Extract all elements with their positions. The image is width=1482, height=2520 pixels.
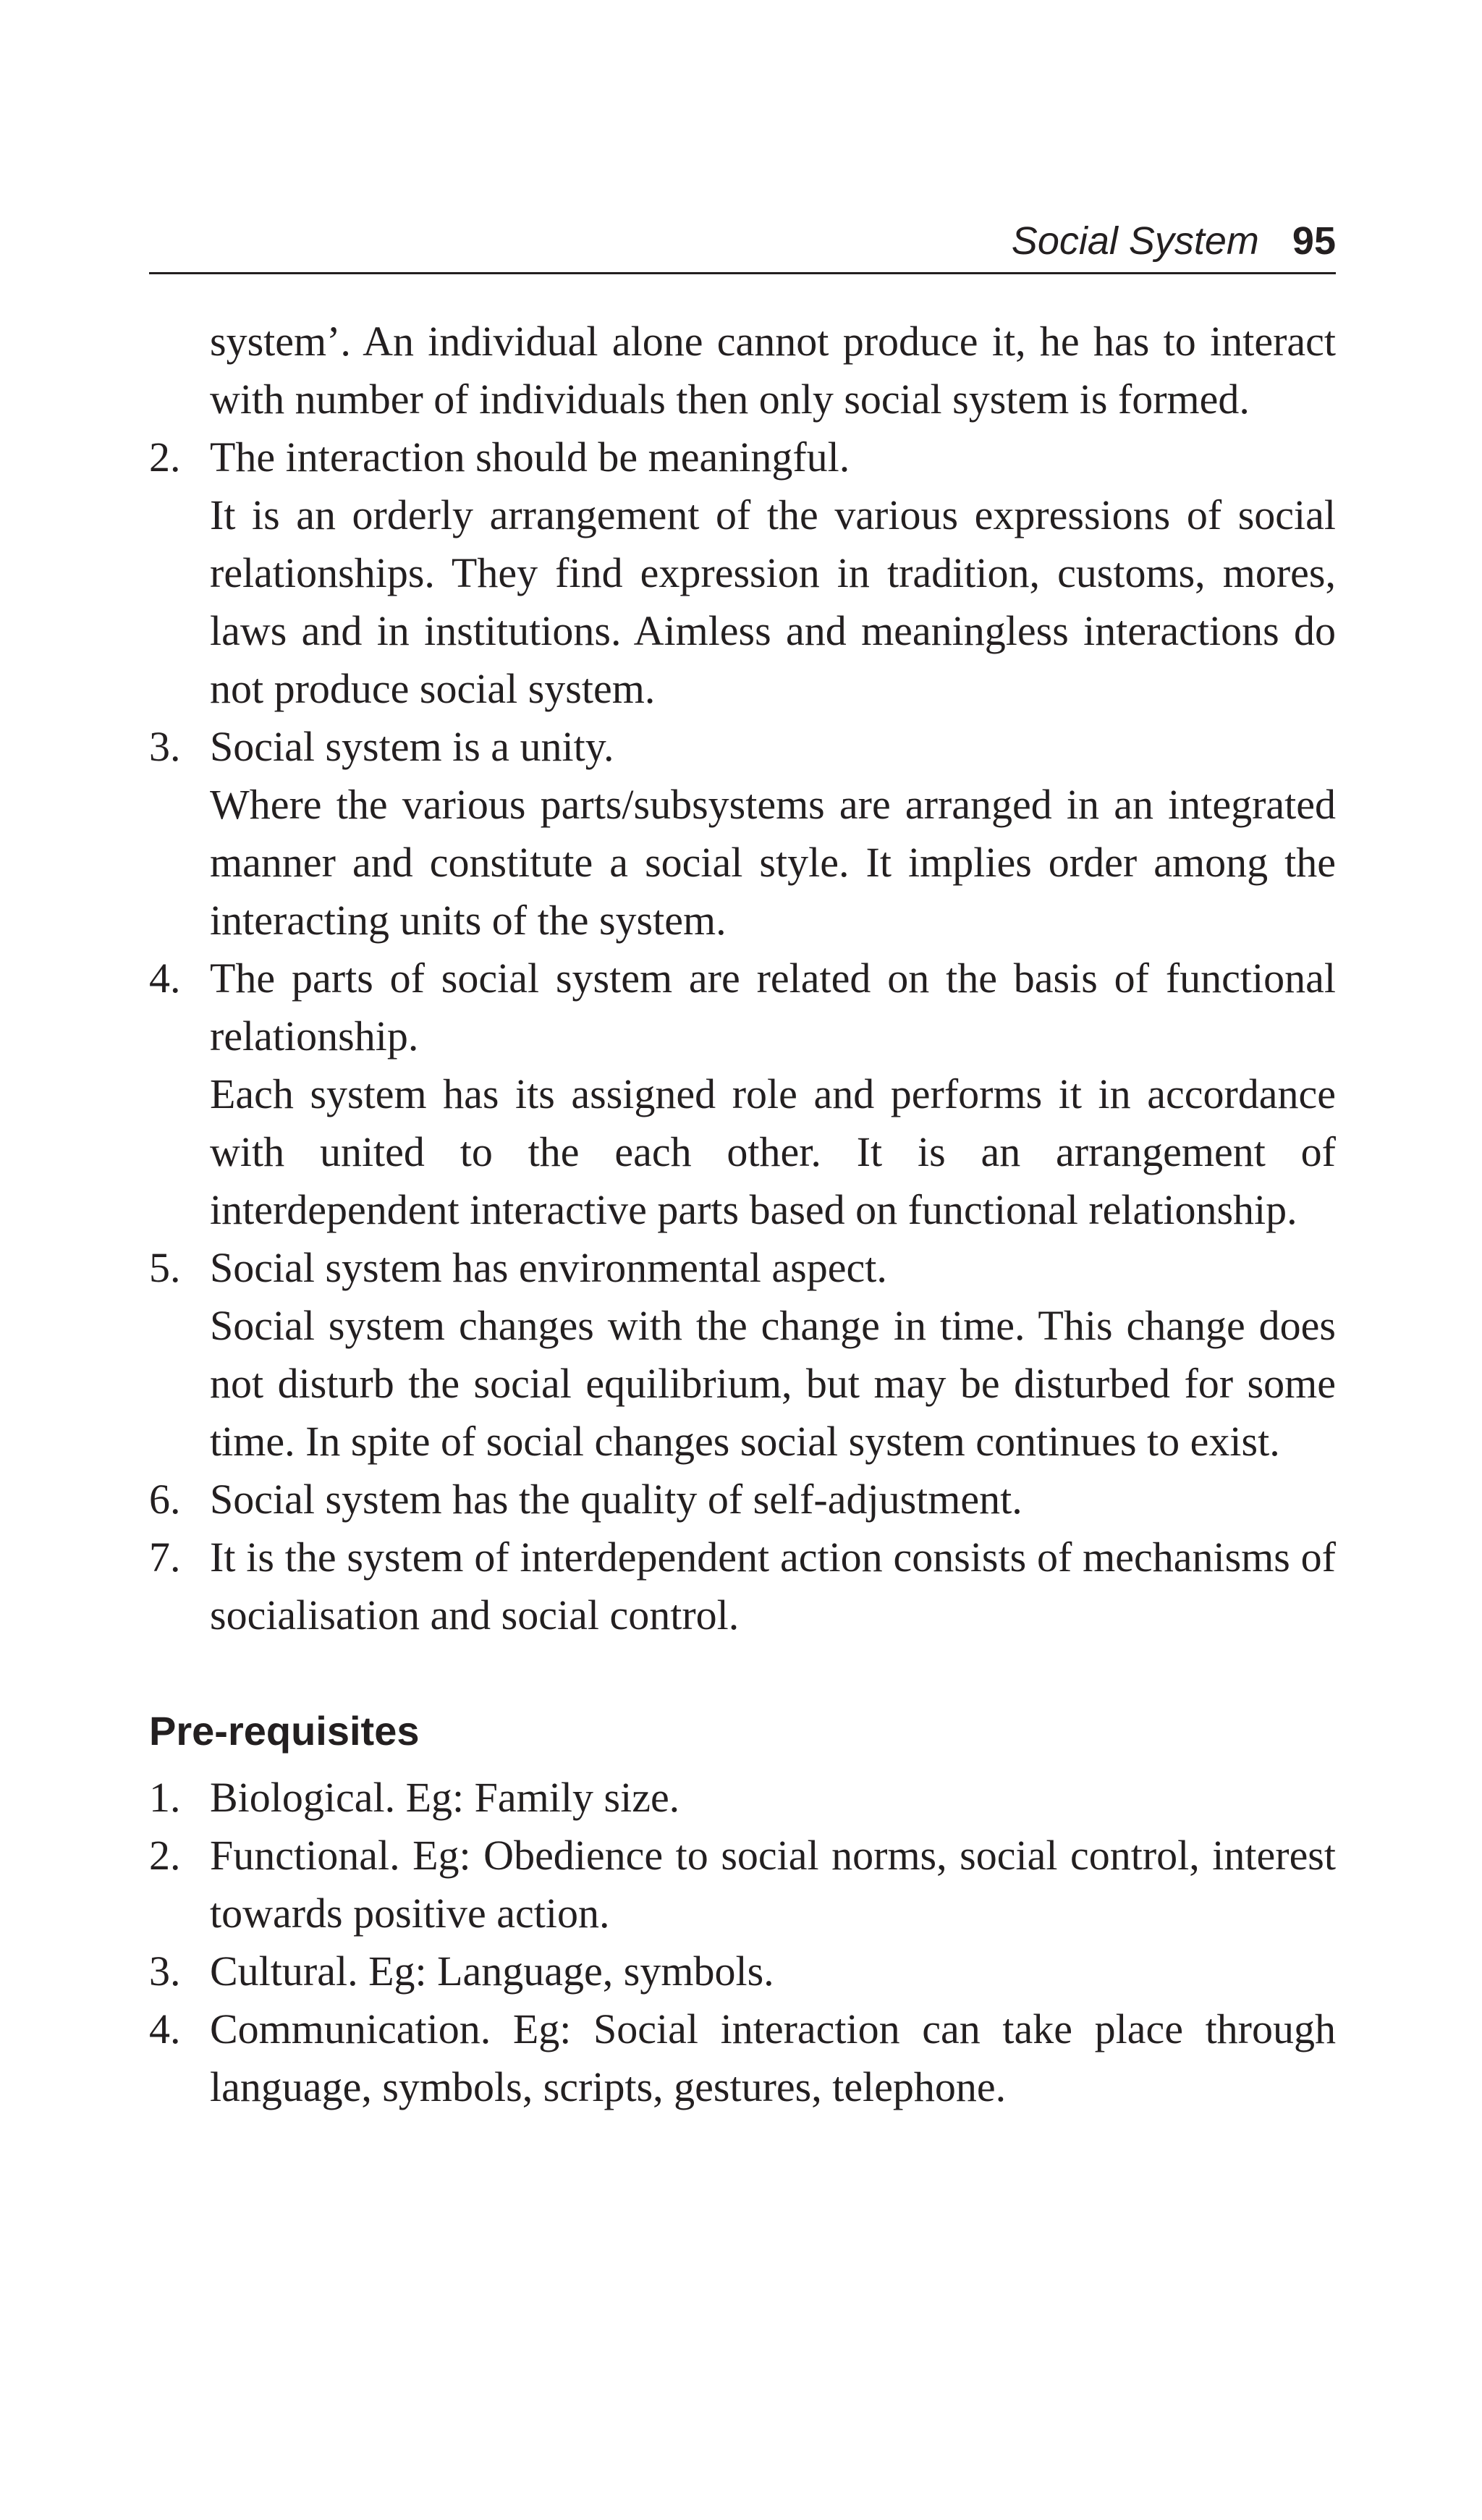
list-item bbox=[149, 2000, 1336, 2116]
item-description: It is an orderly arrangement of the various expressions of social relationships. They find expression in tradition, customs, mores, laws and in institutions. Aimless and meaningless interactions do not produce social system. bbox=[210, 491, 1336, 712]
item-number: 6. bbox=[149, 1476, 181, 1523]
item-description: Each system has its assigned role and performs it in accordance with united to the each other. It is an arrangement of interdependent interactive parts based on functional relationship. bbox=[210, 1070, 1336, 1233]
item-number: 3. bbox=[149, 723, 181, 770]
item-number: 1. bbox=[149, 1774, 181, 1821]
characteristics-list bbox=[149, 428, 1336, 1644]
item-text: Functional. Eg: Obedience to social norms, social control, interest towards positive action. bbox=[210, 1832, 1336, 1937]
page-body bbox=[149, 313, 1336, 2116]
list-item bbox=[149, 1942, 1336, 2000]
item-number: 2. bbox=[149, 1832, 181, 1879]
running-header bbox=[1012, 221, 1336, 261]
item-title: It is the system of interdependent action consists of mechanisms of socialisation and social control. bbox=[210, 1534, 1336, 1639]
item-description: Social system changes with the change in time. This change does not disturb the social equilibrium, but may be disturbed for some time. In spite of social changes social system continues to exist. bbox=[210, 1302, 1336, 1465]
list-item bbox=[149, 428, 1336, 718]
item-number: 5. bbox=[149, 1244, 181, 1291]
item-number: 4. bbox=[149, 955, 181, 1002]
running-header-title: Social System bbox=[1011, 219, 1259, 263]
item-number: 7. bbox=[149, 1534, 181, 1581]
list-item bbox=[149, 1471, 1336, 1529]
item-text: Cultural. Eg: Language, symbols. bbox=[210, 1948, 774, 1995]
item-title: Social system has environmental aspect. bbox=[210, 1244, 887, 1291]
prerequisites-list bbox=[149, 1769, 1336, 2116]
item-text: Communication. Eg: Social interaction can take place through language, symbols, scripts, gestures, telephone. bbox=[210, 2005, 1336, 2110]
section-heading: Pre-requisites bbox=[149, 1708, 420, 1754]
item-number: 4. bbox=[149, 2005, 181, 2052]
list-item bbox=[149, 950, 1336, 1239]
item-title: Social system has the quality of self-adjustment. bbox=[210, 1476, 1022, 1523]
item-number: 2. bbox=[149, 434, 181, 481]
list-item bbox=[149, 1239, 1336, 1471]
page-header bbox=[149, 207, 1336, 274]
list-item bbox=[149, 718, 1336, 950]
page-number: 95 bbox=[1292, 219, 1336, 263]
item-text: Biological. Eg: Family size. bbox=[210, 1774, 680, 1821]
list-item bbox=[149, 1769, 1336, 1827]
item-title: The parts of social system are related on the basis of functional relationship. bbox=[210, 955, 1336, 1060]
continuation-paragraph: system’. An individual alone cannot produce it, he has to interact with number of individuals then only social system is formed. bbox=[210, 318, 1336, 423]
list-item bbox=[149, 1529, 1336, 1644]
item-description: Where the various parts/subsystems are arranged in an integrated manner and constitute a social style. It implies order among the interacting units of the system. bbox=[210, 781, 1336, 944]
item-title: The interaction should be meaningful. bbox=[210, 434, 850, 481]
item-title: Social system is a unity. bbox=[210, 723, 614, 770]
item-number: 3. bbox=[149, 1948, 181, 1995]
list-item bbox=[149, 1827, 1336, 1942]
